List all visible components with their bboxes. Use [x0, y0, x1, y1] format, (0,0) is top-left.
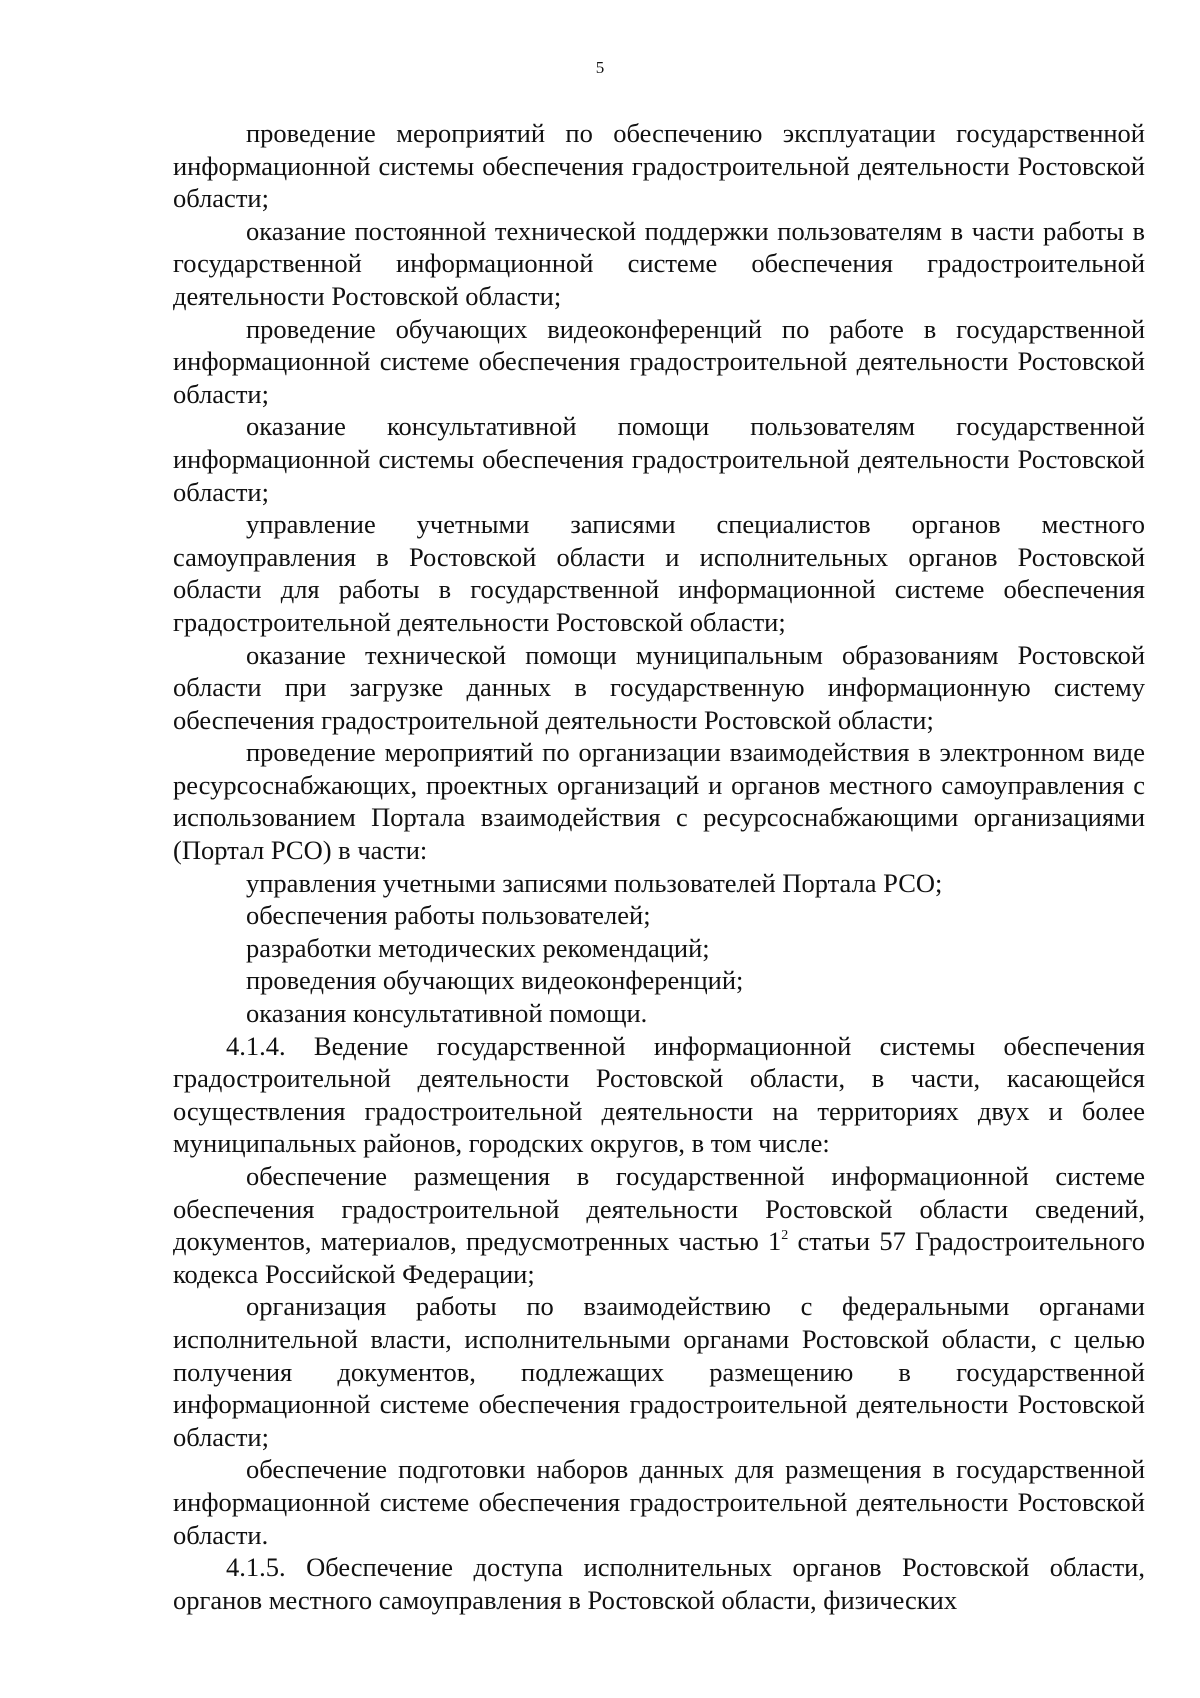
paragraph-rso-portal: проведение мероприятий по организации взаимодействия в электронном виде ресурсоснабжающих, проектных организаций и органов местного самоуправления с использованием Портала взаимодействия с ресурсоснабжающими организациями (Портал РСО) в части:	[173, 737, 1145, 866]
paragraph-federal-interaction: организация работы по взаимодействию с федеральными органами исполнительной власти, исполнительными органами Ростовской области, с целью получения документов, подлежащих размещению в государственной информационной системе обеспечения градостроительной деятельности Ростовской области;	[173, 1291, 1145, 1452]
paragraph-rso-consulting: оказания консультативной помощи.	[246, 998, 648, 1029]
section-4-1-5: 4.1.5. Обеспечение доступа исполнительных органов Ростовской области, органов местного самоуправления в Ростовской области, физических	[173, 1552, 1145, 1615]
superscript-index: 2	[781, 1228, 789, 1244]
paragraph-datasets-preparation: обеспечение подготовки наборов данных для размещения в государственной информационной системе обеспечения градостроительной деятельности Ростовской области.	[173, 1454, 1145, 1550]
paragraph-gisogd-operation: проведение мероприятий по обеспечению эксплуатации государственной информационной системы обеспечения градостроительной деятельности Ростовской области;	[173, 118, 1145, 214]
paragraph-data-placement	[173, 1160, 1145, 1290]
paragraph-training-videoconferences: проведение обучающих видеоконференций по работе в государственной информационной системе обеспечения градостроительной деятельности Ростовской области;	[173, 313, 1145, 409]
document-body	[173, 117, 1145, 1616]
paragraph-rso-guidelines: разработки методических рекомендаций;	[246, 932, 710, 963]
paragraph-data-upload-help: оказание технической помощи муниципальным образованиям Ростовской области при загрузке данных в государственную информационную систему обеспечения градостроительной деятельности Ростовской области;	[173, 639, 1145, 735]
paragraph-data-placement-text: обеспечение размещения в государственной информационной системе обеспечения градостроительной деятельности Ростовской области сведений, документов, материалов, предусмотренных частью 1	[173, 1161, 1145, 1257]
paragraph-rso-training: проведения обучающих видеоконференций;	[246, 965, 744, 996]
paragraph-rso-users: обеспечения работы пользователей;	[246, 900, 651, 931]
paragraph-technical-support: оказание постоянной технической поддержки пользователям в части работы в государственной информационной системе обеспечения градостроительной деятельности Ростовской области;	[173, 215, 1145, 311]
section-4-1-4: 4.1.4. Ведение государственной информационной системы обеспечения градостроительной деятельности Ростовской области, в части, касающейся осуществления градостроительной деятельности на территориях двух и более муниципальных районов, городских округов, в том числе:	[173, 1030, 1145, 1159]
paragraph-consulting-help: оказание консультативной помощи пользователям государственной информационной системы обеспечения градостроительной деятельности Ростовской области;	[173, 411, 1145, 507]
paragraph-rso-accounts: управления учетными записями пользователей Портала РСО;	[246, 867, 943, 898]
paragraph-data-placement-tail: статьи 57 Градостроительного кодекса Российской Федерации;	[173, 1226, 1145, 1289]
paragraph-account-management: управление учетными записями специалистов органов местного самоуправления в Ростовской области и исполнительных органов Ростовской области для работы в государственной информационной системе обеспечения градостроительной деятельности Ростовской области;	[173, 509, 1145, 637]
page-number: 5	[595, 58, 605, 77]
